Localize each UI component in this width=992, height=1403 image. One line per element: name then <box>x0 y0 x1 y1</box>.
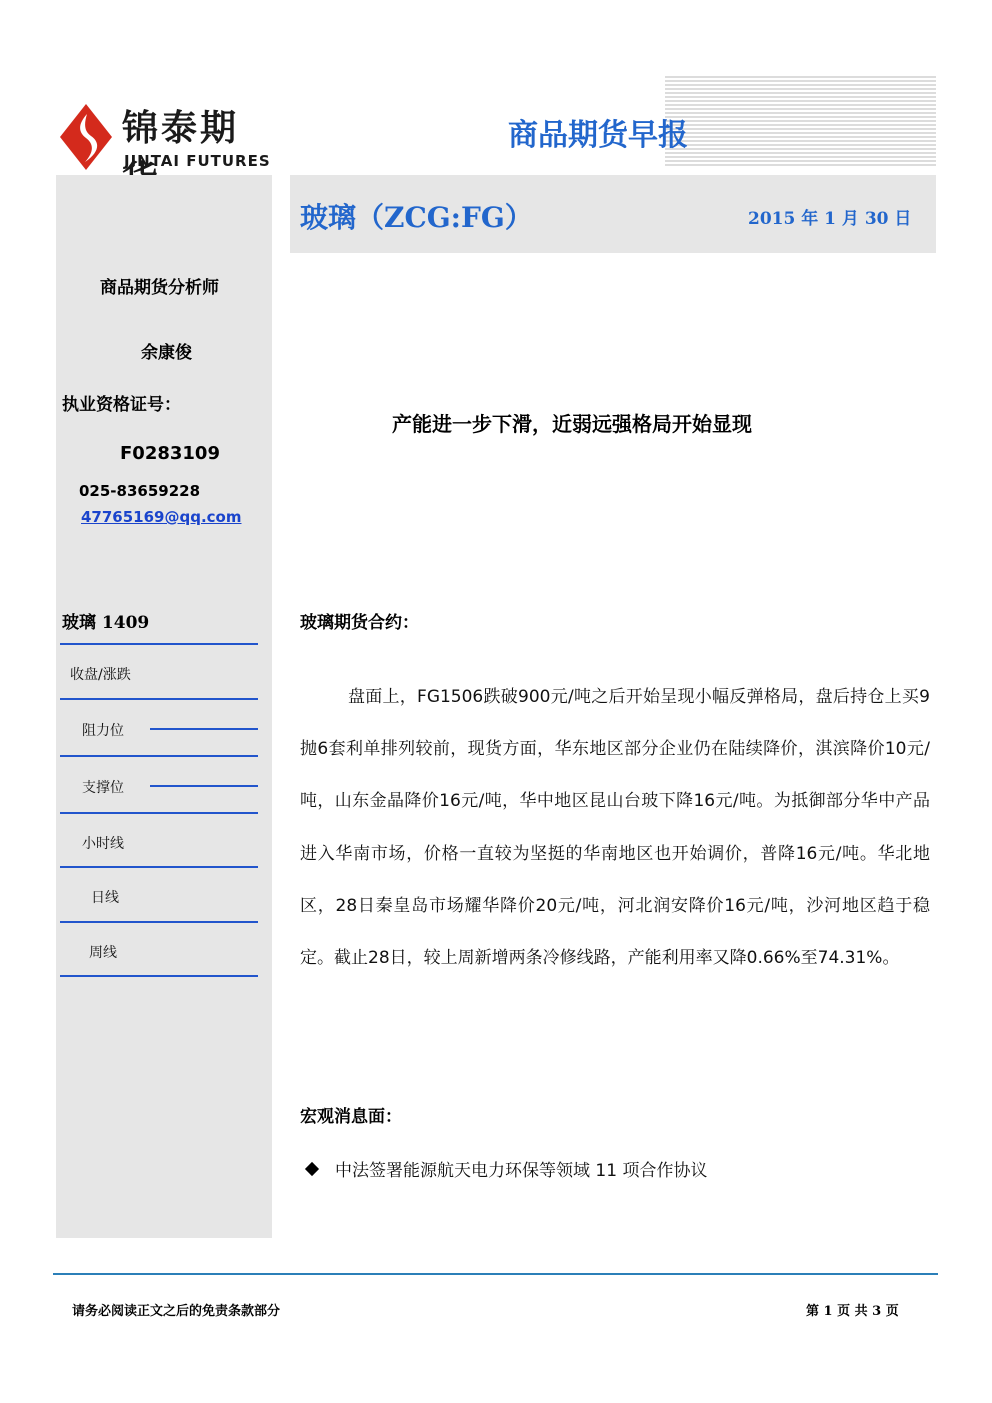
header-decoration <box>665 76 936 168</box>
sidebar-item-daily: 日线 <box>91 890 119 906</box>
analyst-name: 余康俊 <box>141 343 192 363</box>
sidebar-item-hourly: 小时线 <box>82 836 124 852</box>
footer-disclaimer: 请务必阅读正文之后的免责条款部分 <box>72 1304 281 1319</box>
logo-name-cn: 锦泰期 <box>122 108 240 149</box>
divider <box>60 975 258 977</box>
sidebar-product-label: 玻璃 1409 <box>62 613 150 633</box>
section-heading-contract: 玻璃期货合约： <box>300 613 419 633</box>
page-number: 第 1 页 共 3 页 <box>806 1304 899 1319</box>
logo-diamond-icon <box>56 100 116 174</box>
sidebar-item-resistance: 阻力位 <box>82 723 124 739</box>
email-link[interactable]: 47765169@qq.com <box>81 508 242 526</box>
divider <box>60 643 258 645</box>
section-heading-macro: 宏观消息面： <box>300 1107 402 1127</box>
divider <box>60 698 258 700</box>
phone-number: 025-83659228 <box>79 482 201 500</box>
report-title: 商品期货早报 <box>508 118 688 153</box>
sidebar-item-support: 支撑位 <box>82 780 124 796</box>
analyst-title: 商品期货分析师 <box>100 278 219 298</box>
divider <box>60 755 258 757</box>
diamond-bullet-icon <box>305 1161 319 1175</box>
macro-news-text: 中法签署能源航天电力环保等领域 11 项合作协议 <box>335 1161 708 1181</box>
value-line <box>150 785 258 787</box>
product-title: 玻璃（ZCG:FG） <box>300 201 533 234</box>
footer-divider <box>53 1273 938 1275</box>
sidebar <box>56 175 272 1238</box>
report-date: 2015 年 1 月 30 日 <box>748 209 912 229</box>
divider <box>60 866 258 868</box>
value-line <box>150 728 258 730</box>
divider <box>60 812 258 814</box>
divider <box>60 921 258 923</box>
sidebar-item-close-change: 收盘/涨跌 <box>70 667 131 683</box>
logo-name-en: JINTAI FUTURES <box>124 152 271 170</box>
macro-news-list <box>303 1156 707 1181</box>
cert-label: 执业资格证号： <box>62 395 181 415</box>
list-item <box>303 1156 707 1181</box>
headline: 产能进一步下滑，近弱远强格局开始显现 <box>392 412 752 436</box>
body-paragraph: 盘面上，FG1506跌破900元/吨之后开始呈现小幅反弹格局，盘后持仓上买9抛6套利单排列较前，现货方面，华东地区部分企业仍在陆续降价，淇滨降价10元/吨，山东金晶降价16元/吨，华中地区昆山台玻下降16元/吨。为抵御部分华中产品进入华南市场，价格一直较为坚挺的华南地区也开始调价，普降16元/吨。华北地区，28日秦皇岛市场耀华降价20元/吨，河北润安降价16元/吨，沙河地区趋于稳定。截止28日，较上周新增两条冷修线路，产能利用率又降0.66%至74.31%。 <box>300 687 930 969</box>
cert-number: F0283109 <box>120 443 220 464</box>
sidebar-item-weekly: 周线 <box>89 945 117 961</box>
company-logo <box>56 100 276 174</box>
